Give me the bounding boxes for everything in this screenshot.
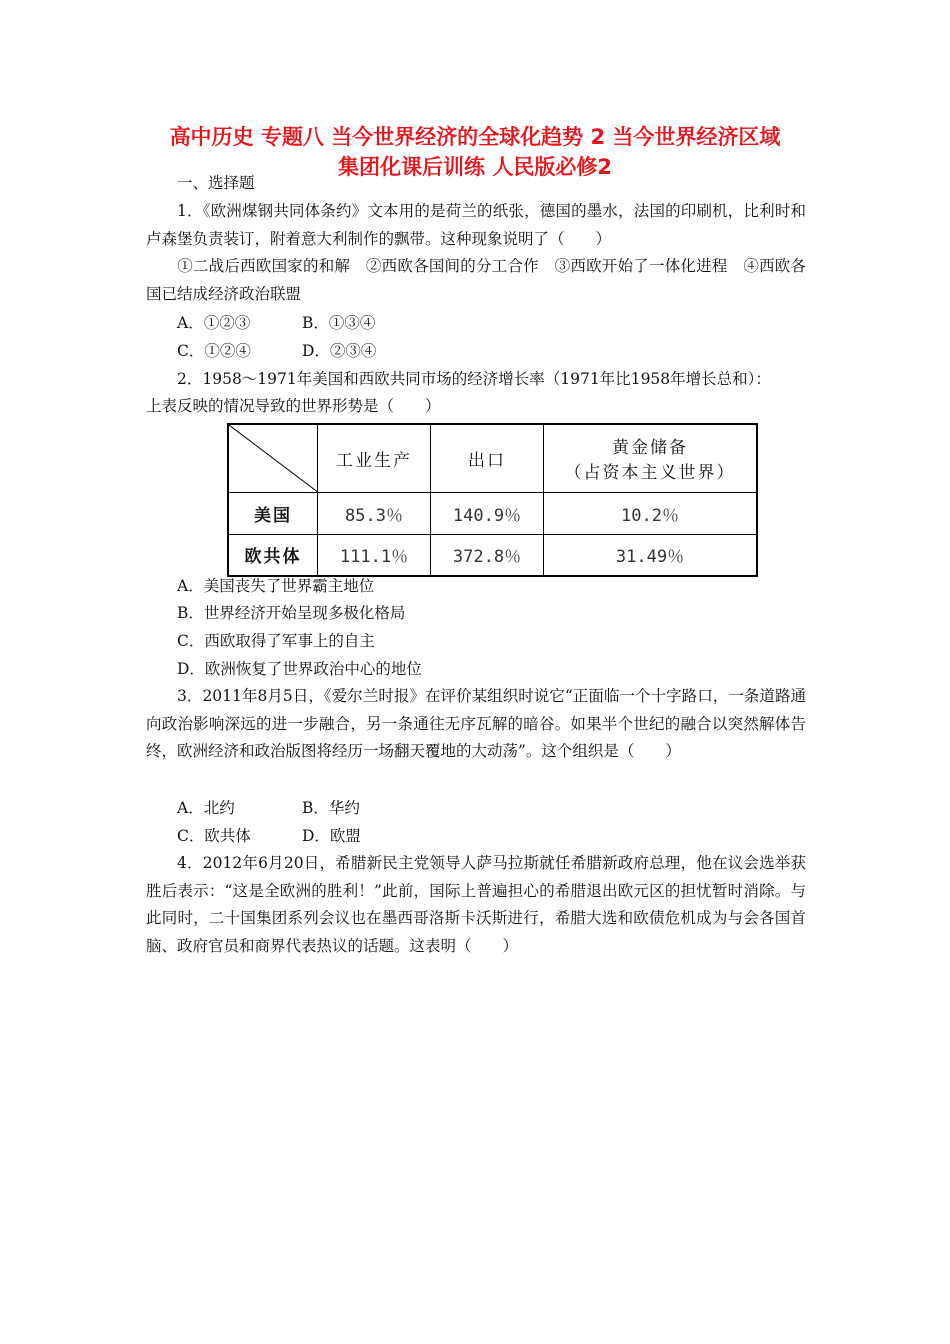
q3-option-b: B．华约 [302, 799, 360, 817]
q1-option-d: D．②③④ [302, 342, 377, 360]
cell-usa-gold: 10.2％ [544, 492, 758, 534]
question-3-stem: 3．2011年8月5日，《爱尔兰时报》在评价某组织时说它“正面临一个十字路口，一条道路通向政治影响深远的进一步融合，另一条通往无序瓦解的暗谷。如果半个世纪的融合以突然解体告终，欧洲经济和政治版图将经历一场翻天覆地的大动荡”。这个组织是（ ） [146, 687, 806, 761]
section-heading: 一、选择题 [177, 174, 255, 192]
row-label-eec: 欧共体 [228, 534, 318, 576]
header-gold-title: 黄金储备 [612, 438, 688, 459]
header-export: 出口 [431, 424, 544, 492]
question-2-prompt: 上表反映的情况导致的世界形势是（ ） [146, 397, 441, 415]
q3-option-c: C．欧共体 [177, 827, 251, 845]
q2-option-d: D．欧洲恢复了世界政治中心的地位 [177, 660, 422, 678]
question-1-stem: 1．《欧洲煤钢共同体条约》文本用的是荷兰的纸张，德国的墨水，法国的印刷机，比利时和卢森堡负责装订，附着意大利制作的飘带。这种现象说明了（ ） [146, 202, 806, 248]
title-line-2: 集团化课后训练 人民版必修2 [338, 155, 612, 179]
header-gold-subtitle: （占资本主义世界） [564, 463, 736, 484]
diagonal-line [229, 425, 317, 492]
q2-option-b: B．世界经济开始呈现多极化格局 [177, 604, 406, 622]
question-2-stem: 2．1958～1971年美国和西欧共同市场的经济增长率（1971年比1958年增长总和）： [177, 370, 771, 388]
q2-option-c: C．西欧取得了军事上的自主 [177, 632, 375, 650]
cell-eec-gold: 31.49％ [544, 534, 758, 576]
q1-option-c: C．①②④ [177, 342, 251, 360]
q1-option-a: A．①②③ [177, 314, 251, 332]
growth-rate-table [227, 423, 758, 577]
q2-option-a: A．美国丧失了世界霸主地位 [177, 577, 375, 595]
question-1-items: ①二战后西欧国家的和解 ②西欧各国间的分工合作 ③西欧开始了一体化进程 ④西欧各国已结成经济政治联盟 [146, 257, 806, 303]
q3-option-a: A．北约 [177, 799, 235, 817]
table-row [228, 534, 757, 576]
cell-eec-export: 372.8％ [431, 534, 544, 576]
cell-usa-industry: 85.3％ [318, 492, 431, 534]
cell-eec-industry: 111.1％ [318, 534, 431, 576]
table-corner-cell [228, 424, 318, 492]
question-4-stem: 4．2012年6月20日，希腊新民主党领导人萨马拉斯就任希腊新政府总理，他在议会选举获胜后表示：“这是全欧洲的胜利！”此前，国际上普遍担心的希腊退出欧元区的担忧暂时消除。与此同时，二十国集团系列会议也在墨西哥洛斯卡沃斯进行，希腊大选和欧债危机成为与会各国首脑、政府官员和商界代表热议的话题。这表明（ ） [146, 854, 806, 956]
title-line-1: 高中历史 专题八 当今世界经济的全球化趋势 2 当今世界经济区域 [169, 125, 781, 149]
q1-option-b: B．①③④ [302, 314, 376, 332]
cell-usa-export: 140.9％ [431, 492, 544, 534]
q3-option-d: D．欧盟 [302, 827, 361, 845]
header-industry: 工业生产 [318, 424, 431, 492]
row-label-usa: 美国 [228, 492, 318, 534]
table-row [228, 492, 757, 534]
header-gold-reserve [544, 424, 758, 492]
